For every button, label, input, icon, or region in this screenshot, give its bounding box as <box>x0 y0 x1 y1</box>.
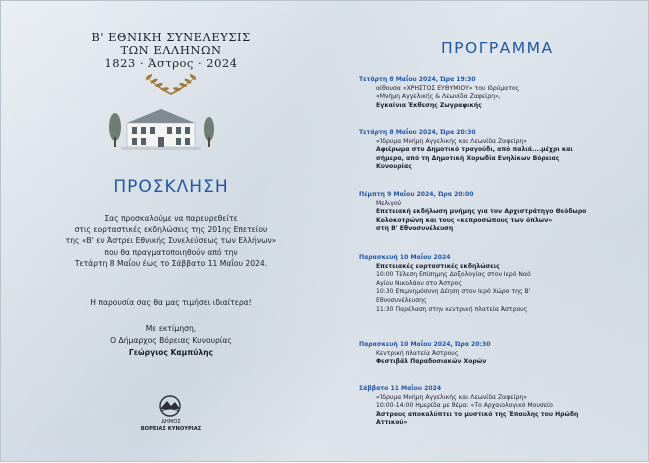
event-line: Κολοκοτρώνη και τους «κεπροσώπους των όπλων» <box>376 216 553 224</box>
mayor-role: Ο Δήμαρχος Βόρειας Κυνουρίας <box>110 336 232 345</box>
assembly-building-icon <box>101 101 221 153</box>
program-event <box>359 76 646 110</box>
program-event <box>359 341 646 367</box>
event-line: 10:30 Επιμνημόσυνη Δέηση στον Ιερό Χώρο της Β' <box>376 288 531 296</box>
event-line: Μελιγού <box>376 199 402 207</box>
assembly-years: 1823 · Άστρος · 2024 <box>104 56 238 70</box>
event-line: 10:00 Τέλεση Επίσημης Δοξολογίας στον Ιερό Ναό <box>376 271 531 279</box>
event-line: Αφιέρωμα στο Δημοτικό τραγούδι, από παλιά....μέχρι και <box>376 146 573 154</box>
event-line: 10:00-14:00 Ημερίδα με θέμα: «Το Αρχαιολογικό Μουσείο <box>376 402 553 410</box>
invitation-line: στις εορταστικές εκδηλώσεις της 201ης Επετείου <box>74 225 268 235</box>
event-line: στη Β' Εθνοσυνέλευση <box>376 225 454 233</box>
invitation-line: που θα πραγματοποιηθούν από την <box>104 247 238 257</box>
invitation-title: ΠΡΟΣΚΛΗΣΗ <box>113 177 229 197</box>
event-line: «Ίδρυμα Μνήμη Αγγελικής και Λεωνίδα Ζαφείρη» <box>376 137 528 145</box>
event-date: Τετάρτη 8 Μαΐου 2024, Ώρα 20:30 <box>359 129 476 136</box>
event-line: Επετειακή εκδήλωση μνήμης για τον Αρχιστράτηγο Θεόδωρο <box>376 208 587 216</box>
invitation-line: Τετάρτη 8 Μαΐου έως το Σάββατο 11 Μαΐου 2024. <box>74 258 268 268</box>
event-line: Εθνοσυνέλευσης <box>376 296 427 304</box>
event-line: Κυνουρίας <box>376 163 412 171</box>
program-event <box>359 385 646 428</box>
mayor-name: Γεώργιος Καμπύλης <box>128 348 214 357</box>
invitation-line: Σας προσκαλούμε να παρευρεθείτε <box>104 214 238 223</box>
event-line: Επετειακές εορταστικές εκδηλώσεις <box>376 262 500 270</box>
event-line: Φεστιβάλ Παραδοσιακών Χορών <box>376 358 487 366</box>
program-event <box>359 191 646 234</box>
program-event <box>359 129 646 172</box>
event-date: Σάββατο 11 Μαΐου 2024 <box>359 385 442 392</box>
event-date: Παρασκευή 10 Μαΐου 2024 <box>359 254 451 261</box>
municipality-logo-icon <box>151 395 189 417</box>
event-line: Άστρους αποκαλύπτει το μυστικό της Έπαυλης του Ηρώδη <box>376 410 579 418</box>
event-line: Εγκαίνια Έκθεσης Ζωγραφικής <box>376 101 482 109</box>
event-line: «Ίδρυμα Μνήμη Αγγελικής και Λεωνίδα Ζαφείρη» <box>376 393 528 401</box>
invitation-panel <box>1 1 341 463</box>
event-date: Τετάρτη 8 Μαΐου 2024, Ώρα 19:30 <box>359 76 476 83</box>
program-title: ΠΡΟΓΡΑΜΜΑ <box>441 39 554 57</box>
event-line: αίθουσα «ΧΡΗΣΤΟΣ ΕΥΘΥΜΙΟΥ» του Ιδρύματος <box>376 84 520 92</box>
invitation-closing: Η παρουσία σας θα μας τιμήσει ιδιαίτερα! <box>90 298 252 307</box>
invitation-paragraph <box>51 213 291 269</box>
logo-text-line1: ΔΗΜΟΣ <box>161 419 181 425</box>
event-date: Πέμπτη 9 Μαΐου 2024, Ώρα 20:00 <box>359 191 474 198</box>
program-panel <box>361 1 646 463</box>
event-line: Κεντρική πλατεία Άστρους <box>376 349 459 357</box>
event-date: Παρασκευή 10 Μαΐου 2024, Ώρα 20:30 <box>359 341 491 348</box>
event-line: «Μνήμη Αγγελικής & Λεωνίδα Ζαφείρη», <box>376 93 501 101</box>
event-line: Αγίου Νικολάου στο Άστρος <box>376 279 462 287</box>
event-line: 11:30 Παρέλαση στην κεντρική πλατεία Άστρους <box>376 305 528 313</box>
logo-text-line2: ΒΟΡΕΙΑΣ ΚΥΝΟΥΡΙΑΣ <box>140 426 202 432</box>
regards-text: Με εκτίμηση, <box>145 324 197 333</box>
invitation-line: της «Β' εν Άστρει Εθνικής Συνελεύσεως των Ελλήνων» <box>65 236 277 246</box>
laurel-wreath-icon <box>139 71 203 97</box>
assembly-title-line2: ΤΩΝ ΕΛΛΗΝΩΝ <box>120 43 222 57</box>
event-line: Αττικού» <box>376 419 408 427</box>
assembly-title-line1: Β' ΕΘΝΙΚΗ ΣΥΝΕΛΕΥΣΙΣ <box>91 30 251 44</box>
event-line: σήμερα, από τη Δημοτική Χορωδία Ενηλίκων Βόρειας <box>376 154 560 162</box>
program-event <box>359 254 646 314</box>
